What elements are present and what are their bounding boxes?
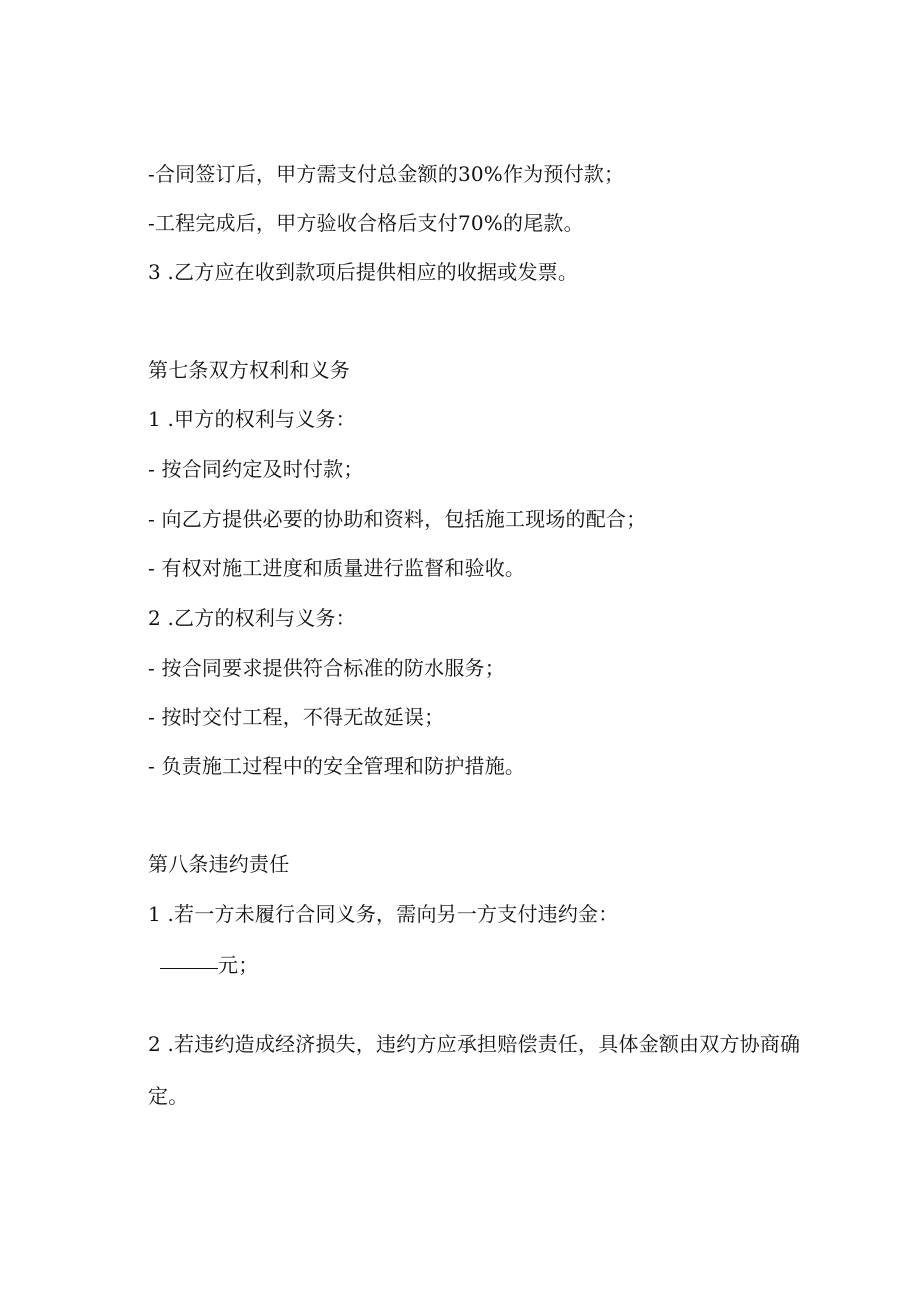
payment-deposit-line: -合同签订后，甲方需支付总金额的30%作为预付款； — [148, 162, 625, 186]
party-b-duty-safety: - 负责施工过程中的安全管理和防护措施。 — [148, 754, 526, 778]
party-b-rights-heading: 2 .乙方的权利与义务： — [148, 606, 356, 630]
payment-balance-line: -工程完成后，甲方验收合格后支付70%的尾款。 — [148, 211, 584, 235]
penalty-amount-suffix: 元； — [218, 953, 259, 977]
party-b-duty-delivery: - 按时交付工程，不得无故延误； — [148, 705, 445, 729]
penalty-amount-blank — [160, 968, 218, 969]
damage-compensation-clause: 2 .若违约造成经济损失，违约方应承担赔偿责任，具体金额由双方协商确定。 — [148, 1032, 801, 1108]
penalty-amount-line — [152, 951, 258, 979]
breach-penalty-clause: 1 .若一方未履行合同义务，需向另一方支付违约金： — [148, 902, 619, 926]
receipt-invoice-clause: 3 .乙方应在收到款项后提供相应的收据或发票。 — [148, 260, 579, 284]
party-a-rights-heading: 1 .甲方的权利与义务： — [148, 407, 356, 431]
party-b-duty-service: - 按合同要求提供符合标准的防水服务； — [148, 656, 505, 680]
article-7-title: 第七条双方权利和义务 — [148, 358, 350, 382]
party-a-duty-payment: - 按合同约定及时付款； — [148, 457, 364, 481]
article-8-title: 第八条违约责任 — [148, 852, 290, 876]
party-a-duty-assistance: - 向乙方提供必要的协助和资料，包括施工现场的配合； — [148, 507, 647, 531]
party-a-right-supervision: - 有权对施工进度和质量进行监督和验收。 — [148, 556, 526, 580]
